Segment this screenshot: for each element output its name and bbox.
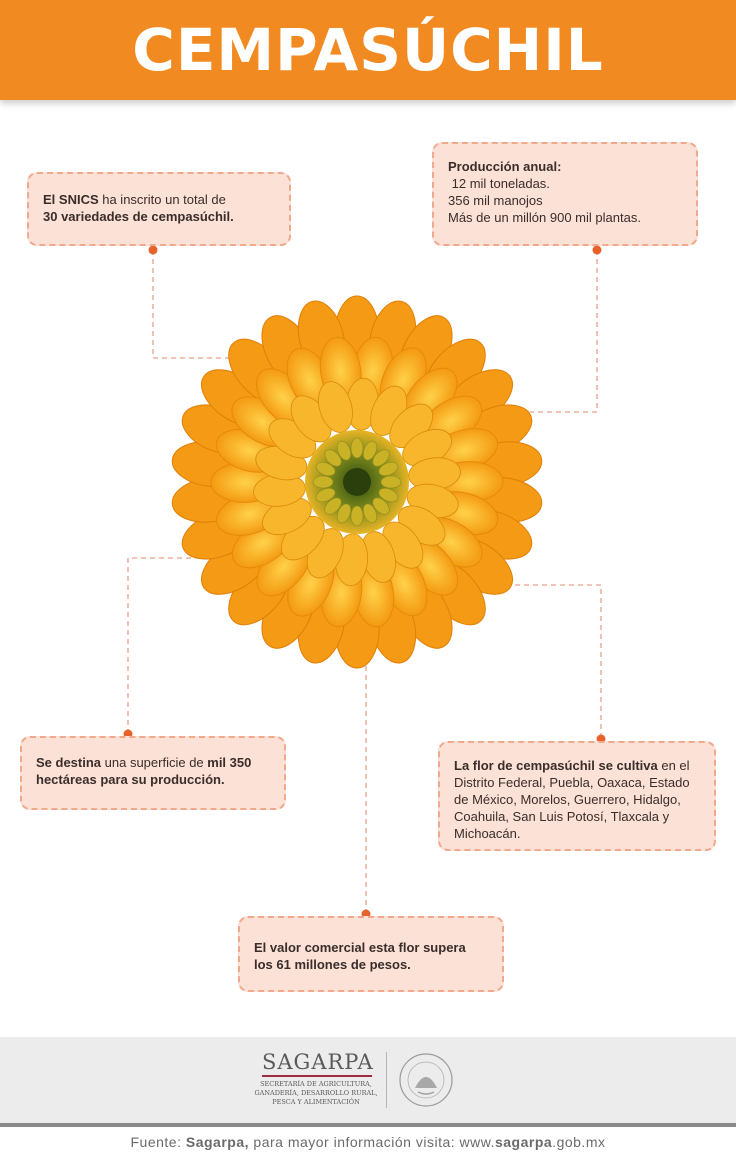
- snics-varieties: 30 variedades de cempasúchil.: [43, 209, 234, 224]
- floret: [381, 476, 401, 488]
- info-box-valor: [238, 916, 504, 992]
- footer-source: [0, 1134, 736, 1150]
- produccion-heading: Producción anual:: [448, 159, 562, 174]
- footer-url-tail[interactable]: .gob.mx: [552, 1134, 606, 1150]
- snics-text: ha inscrito un total de: [98, 192, 226, 207]
- footer-url-bold[interactable]: sagarpa: [494, 1134, 553, 1150]
- logo-underline: [262, 1075, 372, 1077]
- connector-line-cultivo: [480, 585, 601, 738]
- info-box-produccion: [432, 142, 698, 246]
- produccion-line-1: 12 mil toneladas.: [451, 176, 550, 191]
- floret: [313, 476, 333, 488]
- sagarpa-logo-subtitle: SECRETARÍA DE AGRICULTURA, GANADERÍA, DESARROLLO RURAL, PESCA Y ALIMENTACIÓN: [254, 1080, 378, 1106]
- floret: [351, 438, 363, 458]
- valor-text: El valor comercial esta flor supera los 61 millones de pesos.: [254, 940, 466, 972]
- footer-source-name: Sagarpa,: [185, 1134, 250, 1150]
- national-seal-icon: [398, 1052, 454, 1108]
- superficie-amount: mil 350 hectáreas para su producción.: [36, 755, 252, 787]
- connector-line-produccion: [530, 250, 597, 412]
- cultivo-bold: La flor de cempasúchil se cultiva: [454, 758, 658, 773]
- cultivo-states: en el Distrito Federal, Puebla, Oaxaca, Estado de México, Morelos, Guerrero, Hidalgo, Coahuila, San Luis Potosí, Tlaxcala y Michoacán.: [454, 758, 690, 841]
- info-box-superficie: [20, 736, 286, 810]
- page-title: CEMPASÚCHIL: [132, 16, 604, 84]
- produccion-line-2: 356 mil manojos: [448, 193, 543, 208]
- footer-prefix: Fuente:: [130, 1134, 186, 1150]
- snics-bold: El SNICS: [43, 192, 99, 207]
- sagarpa-logo-word: SAGARPA: [262, 1050, 374, 1074]
- info-box-cultivo: [438, 741, 716, 851]
- footer-middle: para mayor información visita: www.: [249, 1134, 495, 1150]
- footer-rule: [0, 1123, 736, 1127]
- floret: [351, 506, 363, 526]
- logo-separator: [386, 1052, 387, 1108]
- produccion-line-3: Más de un millón 900 mil plantas.: [448, 210, 641, 225]
- connector-dot-produccion: [593, 246, 602, 255]
- superficie-text: una superficie de: [101, 755, 208, 770]
- marigold-flower-icon: [170, 296, 545, 668]
- connector-dot-snics: [149, 246, 158, 255]
- info-box-snics: [27, 172, 291, 246]
- superficie-bold: Se destina: [36, 755, 102, 770]
